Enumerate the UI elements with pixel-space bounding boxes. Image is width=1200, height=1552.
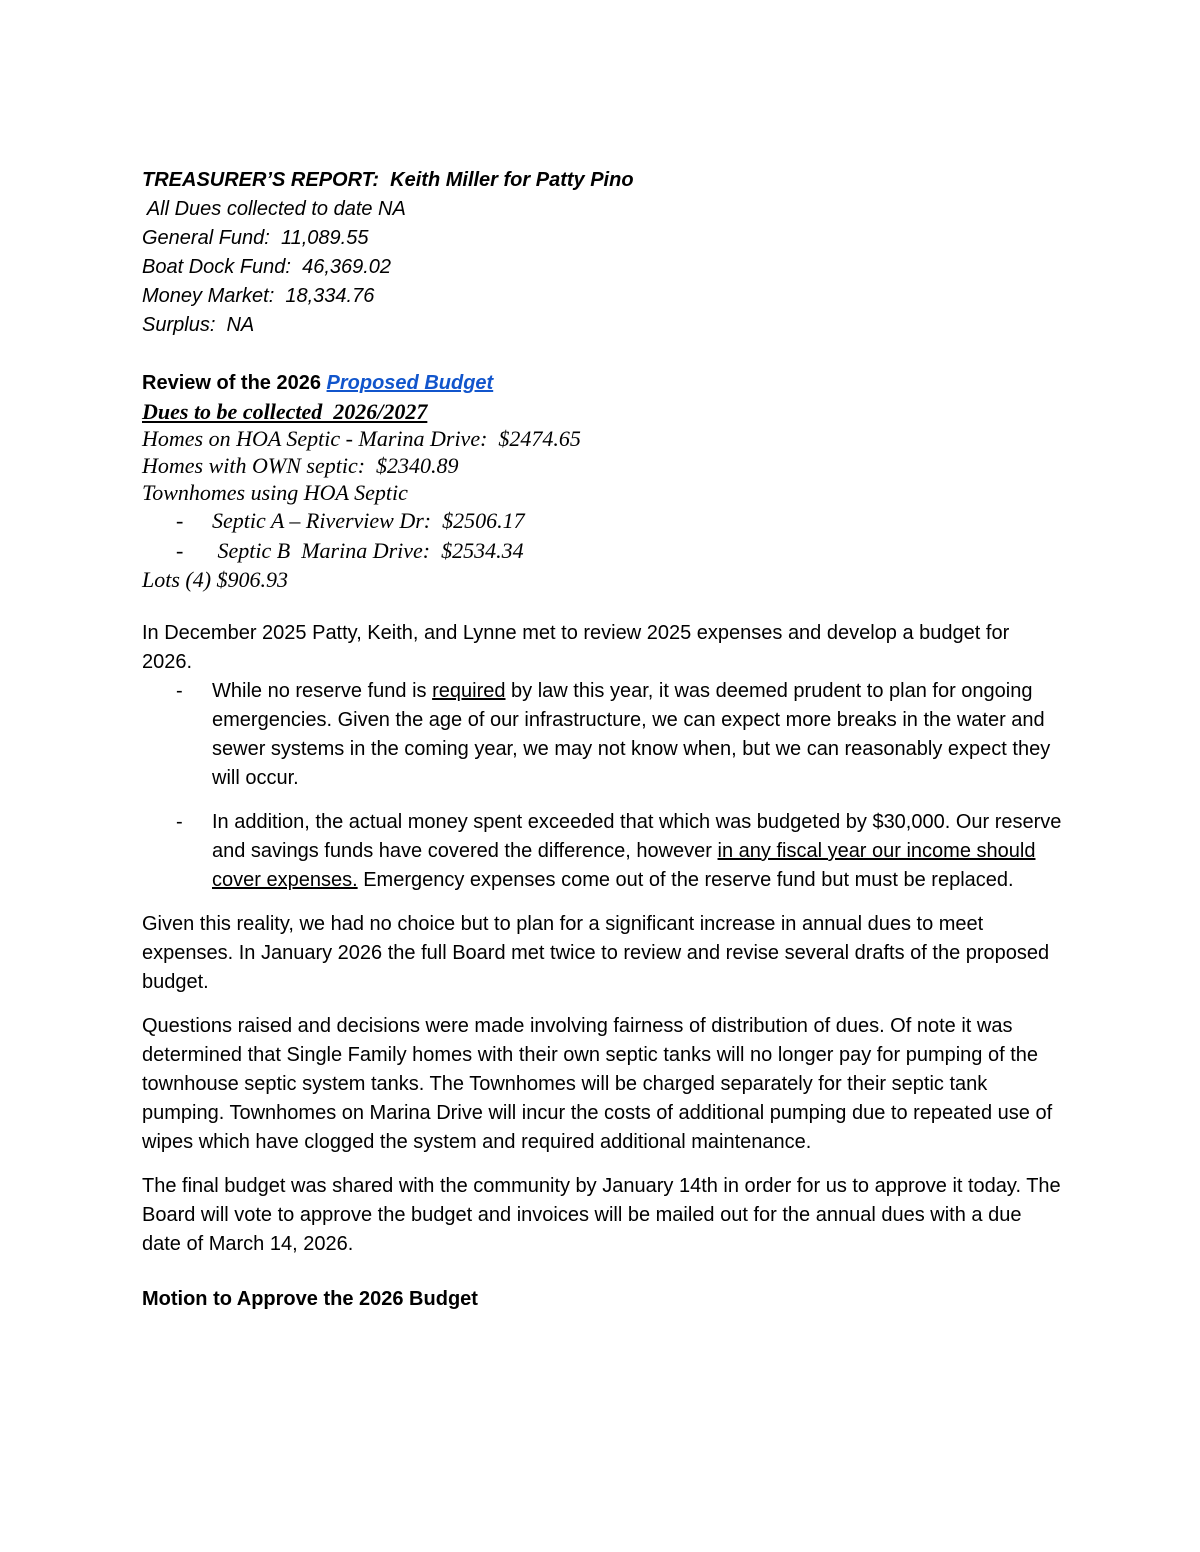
bullet2-text-a: In addition, the actual money spent exceeded that which was budgeted by $30,000. Our reserve and savings funds have covered the difference, however <box>212 811 1062 862</box>
review-heading <box>142 369 1062 398</box>
dues-septic-a: Septic A – Riverview Dr: $2506.17 <box>212 508 525 533</box>
motion-heading: Motion to Approve the 2026 Budget <box>142 1288 478 1310</box>
dash-marker: - <box>176 680 183 702</box>
dues-heading: Dues to be collected 2026/2027 <box>142 399 428 424</box>
review-heading-text: Review of the 2026 <box>142 372 327 394</box>
paragraph-final-budget: The final budget was shared with the community by January 14th in order for us to approve it today. The Board will vote to approve the budget and invoices will be mailed out for the annual dues with a due date of March 14, 2026. <box>142 1175 1061 1255</box>
bullet2-text-b: Emergency expenses come out of the reserve fund but must be replaced. <box>357 869 1014 891</box>
surplus-line: Surplus: NA <box>142 314 255 336</box>
paragraph-given-reality: Given this reality, we had no choice but to plan for a significant increase in annual dues to meet expenses. In January 2026 the full Board met twice to review and revise several drafts of the proposed budget. <box>142 913 1050 993</box>
dues-own-septic: Homes with OWN septic: $2340.89 <box>142 453 459 478</box>
dash-marker: - <box>176 508 184 533</box>
dues-septic-b: Septic B Marina Drive: $2534.34 <box>212 538 524 563</box>
bullet-overspend <box>142 808 1062 895</box>
dues-collected-line: All Dues collected to date NA <box>142 198 406 220</box>
treasurer-heading: TREASURER’S REPORT: Keith Miller for Patty Pino <box>142 169 634 191</box>
general-fund-line: General Fund: 11,089.55 <box>142 227 369 249</box>
dues-townhomes: Townhomes using HOA Septic <box>142 480 408 505</box>
dues-septic-b-row <box>142 536 1062 566</box>
bullet-reserve-text <box>212 677 1062 793</box>
dues-septic-a-row <box>142 506 1062 536</box>
paragraph-fairness: Questions raised and decisions were made involving fairness of distribution of dues. Of note it was determined that Single Family homes with their own septic tanks will no longer pay for pumping of the townhouse septic system tanks. The Townhomes will be charged separately for their septic tank pumping. Townhomes on Marina Drive will incur the costs of additional pumping due to repeated use of wipes which have clogged the system and required additional maintenance. <box>142 1015 1053 1153</box>
boat-dock-fund-line: Boat Dock Fund: 46,369.02 <box>142 256 392 278</box>
bullet-overspend-text <box>212 808 1062 895</box>
body-section <box>142 619 1062 1314</box>
bullet1-text-b: by law this year, it was deemed prudent to plan for ongoing emergencies. Given the age of our infrastructure, we can expect more breaks in the water and sewer systems in the coming year, we may not know when, but we can reasonably expect they will occur. <box>212 680 1051 789</box>
treasurer-section <box>142 166 1062 340</box>
bullet1-text-a: While no reserve fund is <box>212 680 433 702</box>
spacer <box>142 340 1062 369</box>
dues-hoa-septic: Homes on HOA Septic - Marina Drive: $2474.65 <box>142 426 581 451</box>
proposed-budget-link[interactable]: Proposed Budget <box>326 372 494 394</box>
dash-marker: - <box>176 538 184 563</box>
bullet1-underlined: required <box>432 680 506 702</box>
bullet-reserve-fund <box>142 677 1062 793</box>
dues-section <box>142 398 1062 593</box>
money-market-line: Money Market: 18,334.76 <box>142 285 375 307</box>
dash-marker: - <box>176 811 183 833</box>
bullet2-underlined: in any fiscal year our income should cover expenses. <box>212 840 1036 891</box>
document-page <box>142 166 1062 1314</box>
dues-lots: Lots (4) $906.93 <box>142 567 289 592</box>
intro-paragraph: In December 2025 Patty, Keith, and Lynne met to review 2025 expenses and develop a budget for 2026. <box>142 622 1010 673</box>
